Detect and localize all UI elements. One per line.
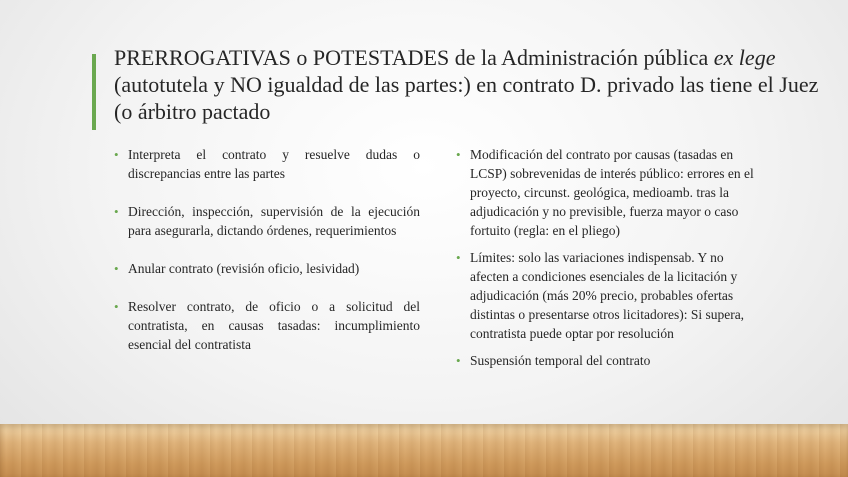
- list-item-text: Suspensión temporal del contrato: [470, 353, 651, 368]
- bullet-icon: •: [114, 261, 119, 276]
- left-bullet-list: [114, 145, 420, 354]
- list-item: [114, 259, 420, 278]
- wood-floor-background: [0, 424, 848, 477]
- list-item-text: Modificación del contrato por causas (tasadas en LCSP) sobrevenidas de interés público: errores en el proyecto, circunst. geológica, medioamb. tras la adjudicación y no previsible, fuerza mayor o caso fortuito (regla: en el pliego): [470, 147, 754, 238]
- bullet-icon: •: [456, 250, 461, 265]
- list-item: [114, 297, 420, 354]
- list-item-text: Anular contrato (revisión oficio, lesividad): [128, 261, 360, 276]
- bullet-icon: •: [456, 353, 461, 368]
- bullet-icon: •: [456, 147, 461, 162]
- list-item-text: Dirección, inspección, supervisión de la ejecución para asegurarla, dictando órdenes, requerimientos: [128, 204, 420, 238]
- title-italic-text: ex lege: [713, 45, 776, 70]
- list-item: [456, 248, 762, 343]
- list-item-text: Interpreta el contrato y resuelve dudas o discrepancias entre las partes: [128, 147, 420, 181]
- title-text-part1: PRERROGATIVAS o POTESTADES de la Administración pública: [114, 45, 714, 70]
- list-item: [456, 145, 762, 240]
- bullet-icon: •: [114, 299, 119, 314]
- slide-title: [114, 44, 834, 125]
- list-item-text: Resolver contrato, de oficio o a solicitud del contratista, en causas tasadas: incumplimiento esencial del contratista: [128, 299, 420, 352]
- list-item: [114, 145, 420, 183]
- list-item: [114, 202, 420, 240]
- bullet-icon: •: [114, 204, 119, 219]
- title-accent-bar: [92, 54, 96, 130]
- right-bullet-list: [456, 145, 762, 370]
- title-text-part2: (autotutela y NO igualdad de las partes:) en contrato D. privado las tiene el Juez (o árbitro pactado: [114, 72, 819, 124]
- list-item: [456, 351, 762, 370]
- list-item-text: Límites: solo las variaciones indispensab. Y no afecten a condiciones esenciales de la licitación y adjudicación (más 20% precio, probables ofertas distintas o presentarse otros licitadores): Si supera, contratista puede optar por resolución: [470, 250, 745, 341]
- bullet-icon: •: [114, 147, 119, 162]
